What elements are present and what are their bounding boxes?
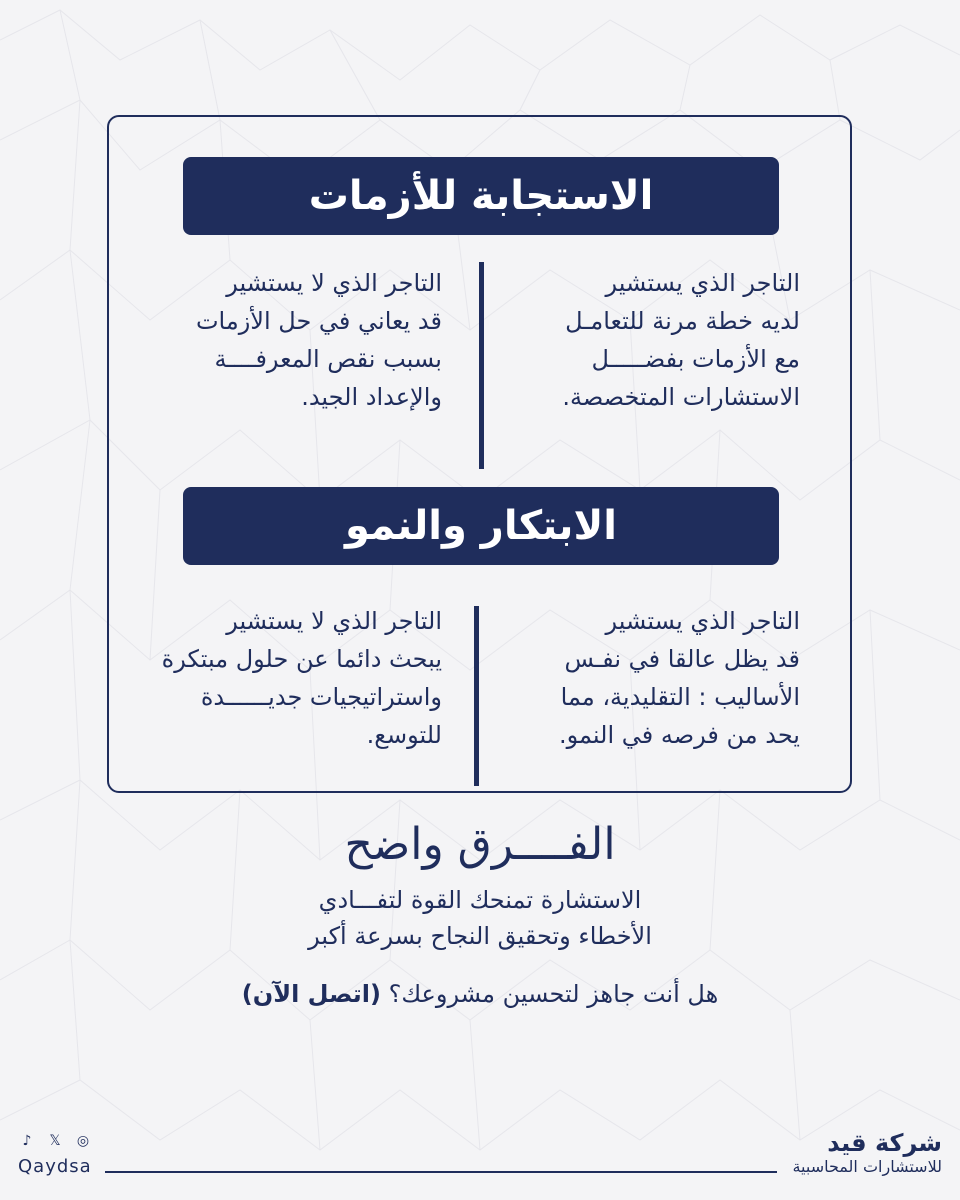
instagram-icon[interactable]: ◎ [76, 1133, 90, 1149]
conclusion-title: الفــــرق واضح [344, 819, 616, 870]
text-line: التاجر الذي يستشير [605, 269, 800, 297]
social-links [18, 1132, 98, 1177]
text-line: يحد من فرصه في النمو. [559, 721, 800, 749]
company-name: شركة قيد [827, 1129, 942, 1157]
company-tagline: للاستشارات المحاسبية [792, 1157, 942, 1176]
conclusion-line: الاستشارة تمنحك القوة لتفـــادي [318, 886, 642, 914]
crisis-consulting-merchant-text [500, 264, 800, 416]
text-line: والإعداد الجيد. [301, 383, 442, 411]
text-line: قد يعاني في حل الأزمات [195, 307, 442, 335]
innovation-consulting-merchant-text [500, 602, 800, 754]
text-line: الاستشارات المتخصصة. [562, 383, 800, 411]
column-divider [474, 606, 479, 786]
crisis-response-title: الاستجابة للأزمات [308, 173, 654, 219]
text-line: مع الأزمات بفضـــــل [591, 345, 800, 373]
text-line: قد يظل عالقا في نفـس [564, 645, 800, 673]
innovation-growth-title: الابتكار والنمو [345, 503, 617, 549]
innovation-growth-banner [183, 487, 779, 565]
conclusion-line: الأخطاء وتحقيق النجاح بسرعة أكبر [308, 922, 652, 950]
column-divider [479, 262, 484, 469]
crisis-non-consulting-merchant-text [142, 264, 442, 416]
contact-now-link[interactable]: (اتصل الآن) [241, 980, 381, 1008]
text-line: التاجر الذي يستشير [605, 607, 800, 635]
text-line: واستراتيجيات جديــــــدة [200, 683, 442, 711]
tiktok-icon[interactable]: ♪ [22, 1133, 32, 1149]
text-line: التاجر الذي لا يستشير [226, 607, 442, 635]
footer-divider [105, 1171, 777, 1173]
cta-line [0, 976, 960, 1012]
x-icon[interactable]: 𝕏 [49, 1133, 61, 1149]
text-line: للتوسع. [366, 721, 442, 749]
text-line: الأساليب : التقليدية، مما [560, 683, 800, 711]
text-line: لديه خطة مرنة للتعامـل [565, 307, 800, 335]
text-line: بسبب نقص المعرفــــة [214, 345, 442, 373]
social-handle: Qaydsa [18, 1156, 92, 1177]
text-line: التاجر الذي لا يستشير [226, 269, 442, 297]
text-line: يبحث دائما عن حلول مبتكرة [161, 645, 442, 673]
crisis-response-banner [183, 157, 779, 235]
cta-question: هل أنت جاهز لتحسين مشروعك؟ [388, 980, 719, 1008]
company-brand [792, 1130, 942, 1178]
innovation-non-consulting-merchant-text [142, 602, 442, 754]
